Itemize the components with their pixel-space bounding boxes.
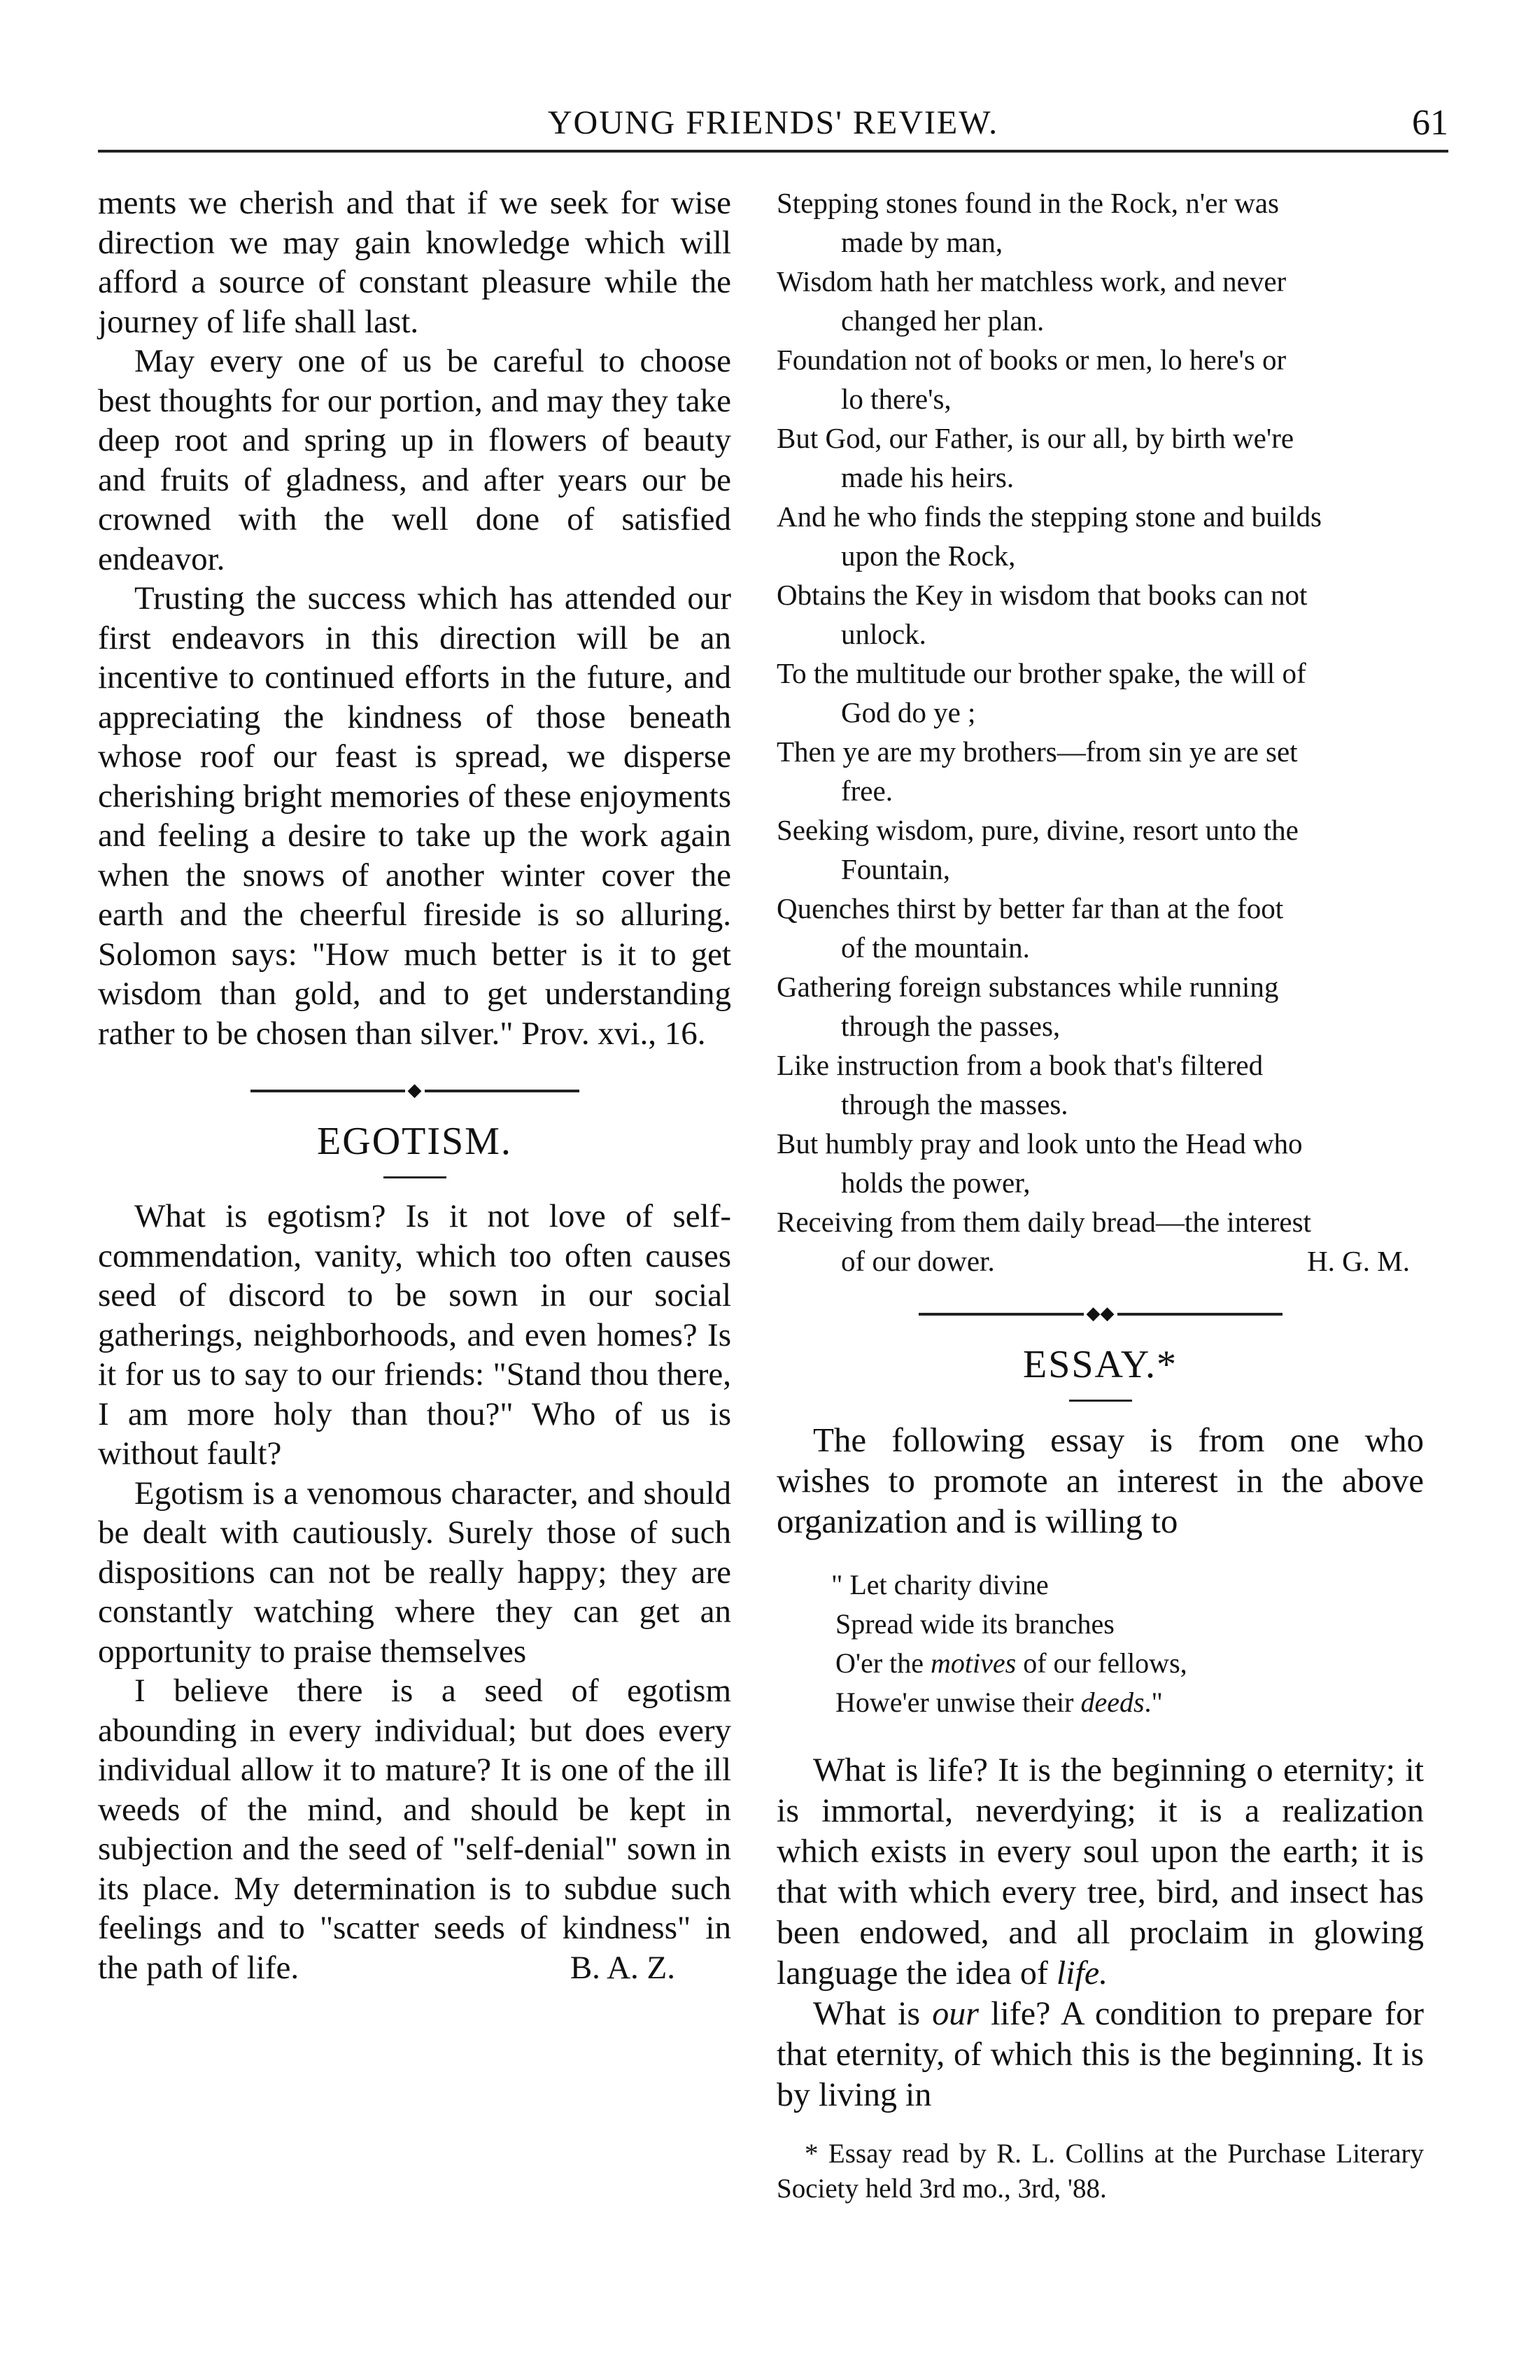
quote-text: O'er the — [835, 1647, 931, 1679]
poem-couplet — [777, 1202, 1424, 1281]
poem-couplet — [777, 262, 1424, 340]
poem-line-continued: unlock. — [841, 618, 926, 650]
poem-line-continued: Fountain, — [841, 853, 951, 885]
paragraph: May every one of us be careful to choose best thoughts for our portion, and may they take deep root and spring up in flowers of beauty and fruits of gladness, and after years our be crowned with the well done of satisfied endeavor. — [98, 343, 731, 577]
poem-line-continued: upon the Rock, — [841, 540, 1016, 572]
poem-line: Obtains the Key in wisdom that books can not — [777, 579, 1308, 611]
poem-line-continued: made by man, — [841, 226, 1003, 258]
quote-emphasis: motives — [931, 1647, 1017, 1679]
poem-line-continued: of our dower. — [841, 1245, 995, 1277]
egotism-title: EGOTISM. — [317, 1120, 512, 1163]
emphasis: life. — [1056, 1955, 1108, 1992]
poem-line: But humbly pray and look unto the Head who — [777, 1127, 1303, 1160]
essay-title: ESSAY.* — [1022, 1343, 1178, 1386]
poem-couplet — [777, 967, 1424, 1045]
diamond-ornament-icon: ◆◆ — [1084, 1302, 1117, 1325]
poem-couplet — [777, 654, 1424, 732]
ornamental-divider — [919, 1302, 1283, 1325]
poem-line-continued: of the mountain. — [841, 931, 1030, 964]
poem-line: Quenches thirst by better far than at the foot — [777, 892, 1284, 924]
quote-emphasis: deeds — [1080, 1687, 1145, 1718]
poem-line-continued: God do ye ; — [841, 696, 976, 728]
poem-couplet — [777, 889, 1424, 967]
poem-couplet — [777, 575, 1424, 654]
poem-line-continued: changed her plan. — [841, 304, 1045, 337]
quote-line: Spread wide its branches — [835, 1608, 1115, 1640]
poem-couplet — [777, 810, 1424, 889]
poem-line-continued: through the masses. — [841, 1088, 1068, 1120]
paragraph — [98, 1671, 731, 1987]
footnote: * Essay read by R. L. Collins at the Purchase Literary Society held 3rd mo., 3rd, '88. — [777, 2139, 1424, 2204]
poem-couplet — [777, 497, 1424, 575]
paragraph-text: What is — [813, 1995, 933, 2032]
poem-line: Then ye are my brothers—from sin ye are set — [777, 735, 1298, 768]
page-number: 61 — [1412, 103, 1448, 143]
paragraph-text: life? A condition to prepare for that eternity, of which this is the beginning. It is by living in — [777, 1995, 1424, 2113]
poem-couplet — [777, 1124, 1424, 1202]
page-header — [98, 95, 1448, 154]
poem-line-continued: lo there's, — [841, 383, 952, 415]
paragraph-text: What is life? It is the beginning o eternity; it is immortal, neverdying; it is a realization which exists in every soul upon the earth; it is that with which every tree, bird, and insect has been endowed, and all proclaim in glowing language the idea of — [777, 1752, 1424, 1992]
poem-line: Receiving from them daily bread—the interest — [777, 1206, 1311, 1238]
poem-line-continued: holds the power, — [841, 1167, 1031, 1199]
paragraph — [777, 1994, 1424, 2115]
quote-line: " Let charity divine — [831, 1569, 1049, 1600]
header-rule — [98, 150, 1448, 153]
poem-line-continued: free. — [841, 775, 893, 807]
poem-line-continued: through the passes, — [841, 1010, 1061, 1042]
poem-line: Gathering foreign substances while running — [777, 971, 1279, 1003]
ornamental-divider — [250, 1078, 579, 1102]
essay-intro: The following essay is from one who wishes to promote an interest in the above organization and is willing to — [777, 1421, 1424, 1540]
poem-line-continued: made his heirs. — [841, 461, 1015, 493]
poem-signature: H. G. M. — [1307, 1245, 1410, 1277]
left-column — [98, 183, 731, 1987]
quote-line — [831, 1683, 1424, 1722]
poem — [777, 183, 1424, 1281]
poem-couplet — [777, 732, 1424, 810]
epigraph-quote — [831, 1565, 1424, 1722]
quote-text: Howe'er unwise their — [835, 1687, 1081, 1718]
right-column — [777, 183, 1424, 2206]
poem-couplet — [777, 418, 1424, 497]
title-rule — [383, 1176, 446, 1178]
poem-line: But God, our Father, is our all, by birth we're — [777, 422, 1294, 454]
author-signature: B. A. Z. — [570, 1949, 675, 1986]
poem-line: Seeking wisdom, pure, divine, resort unto the — [777, 814, 1299, 846]
poem-line: Stepping stones found in the Rock, n'er was — [777, 187, 1279, 219]
paragraph — [777, 1750, 1424, 1994]
quote-text: ." — [1144, 1687, 1163, 1718]
diamond-ornament-icon: ◆ — [405, 1078, 425, 1102]
running-title: YOUNG FRIENDS' REVIEW. — [547, 104, 999, 141]
poem-line: And he who finds the stepping stone and builds — [777, 500, 1322, 533]
poem-line: Foundation not of books or men, lo here's or — [777, 344, 1287, 376]
continued-paragraph: ments we cherish and that if we seek for wise direction we may gain knowledge which will afford a source of constant pleasure while the journey of life shall last. — [98, 185, 731, 340]
poem-couplet — [777, 1045, 1424, 1124]
paragraph-text: I believe there is a seed of egotism abounding in every individual; but does every individual allow it to mature? It is one of the ill weeds of the mind, and should be kept in subjection and the seed of "self-denial" sown in its place. My determination is to subdue such feelings and to "scatter seeds of kindness" in the path of life. — [98, 1673, 731, 1986]
paragraph: Trusting the success which has attended our first endeavors in this direction will be an incentive to continued efforts in the future, and appreciating the kindness of those beneath whose roof our feast is spread, we disperse cherishing bright memories of these enjoyments and feeling a desire to take up the work again when the snows of another winter cover the earth and the cheerful fireside is so alluring. Solomon says: "How much better is it to get wisdom than gold, and to get understanding rather to be chosen than silver." Prov. xvi., 16. — [98, 580, 731, 1052]
quote-text: of our fellows, — [1016, 1647, 1187, 1679]
poem-line: To the multitude our brother spake, the will of — [777, 657, 1306, 689]
paragraph: What is egotism? Is it not love of self-commendation, vanity, which too often causes seed of discord to be sown in our social gatherings, neighborhoods, and even homes? Is it for us to say to our friends: "Stand thou there, I am more holy than thou?" Who of us is without fault? — [98, 1198, 731, 1472]
title-rule — [1069, 1400, 1132, 1402]
emphasis: our — [932, 1995, 979, 2032]
paragraph: Egotism is a venomous character, and should be dealt with cautiously. Surely those of such dispositions can not be really happy; they are constantly watching where they can get an opportunity to praise themselves — [98, 1474, 731, 1670]
poem-line: Wisdom hath her matchless work, and never — [777, 265, 1287, 297]
poem-couplet — [777, 340, 1424, 418]
poem-couplet — [777, 183, 1424, 262]
poem-final-row — [777, 1241, 1424, 1281]
quote-line — [831, 1644, 1424, 1683]
poem-line: Like instruction from a book that's filtered — [777, 1049, 1264, 1081]
